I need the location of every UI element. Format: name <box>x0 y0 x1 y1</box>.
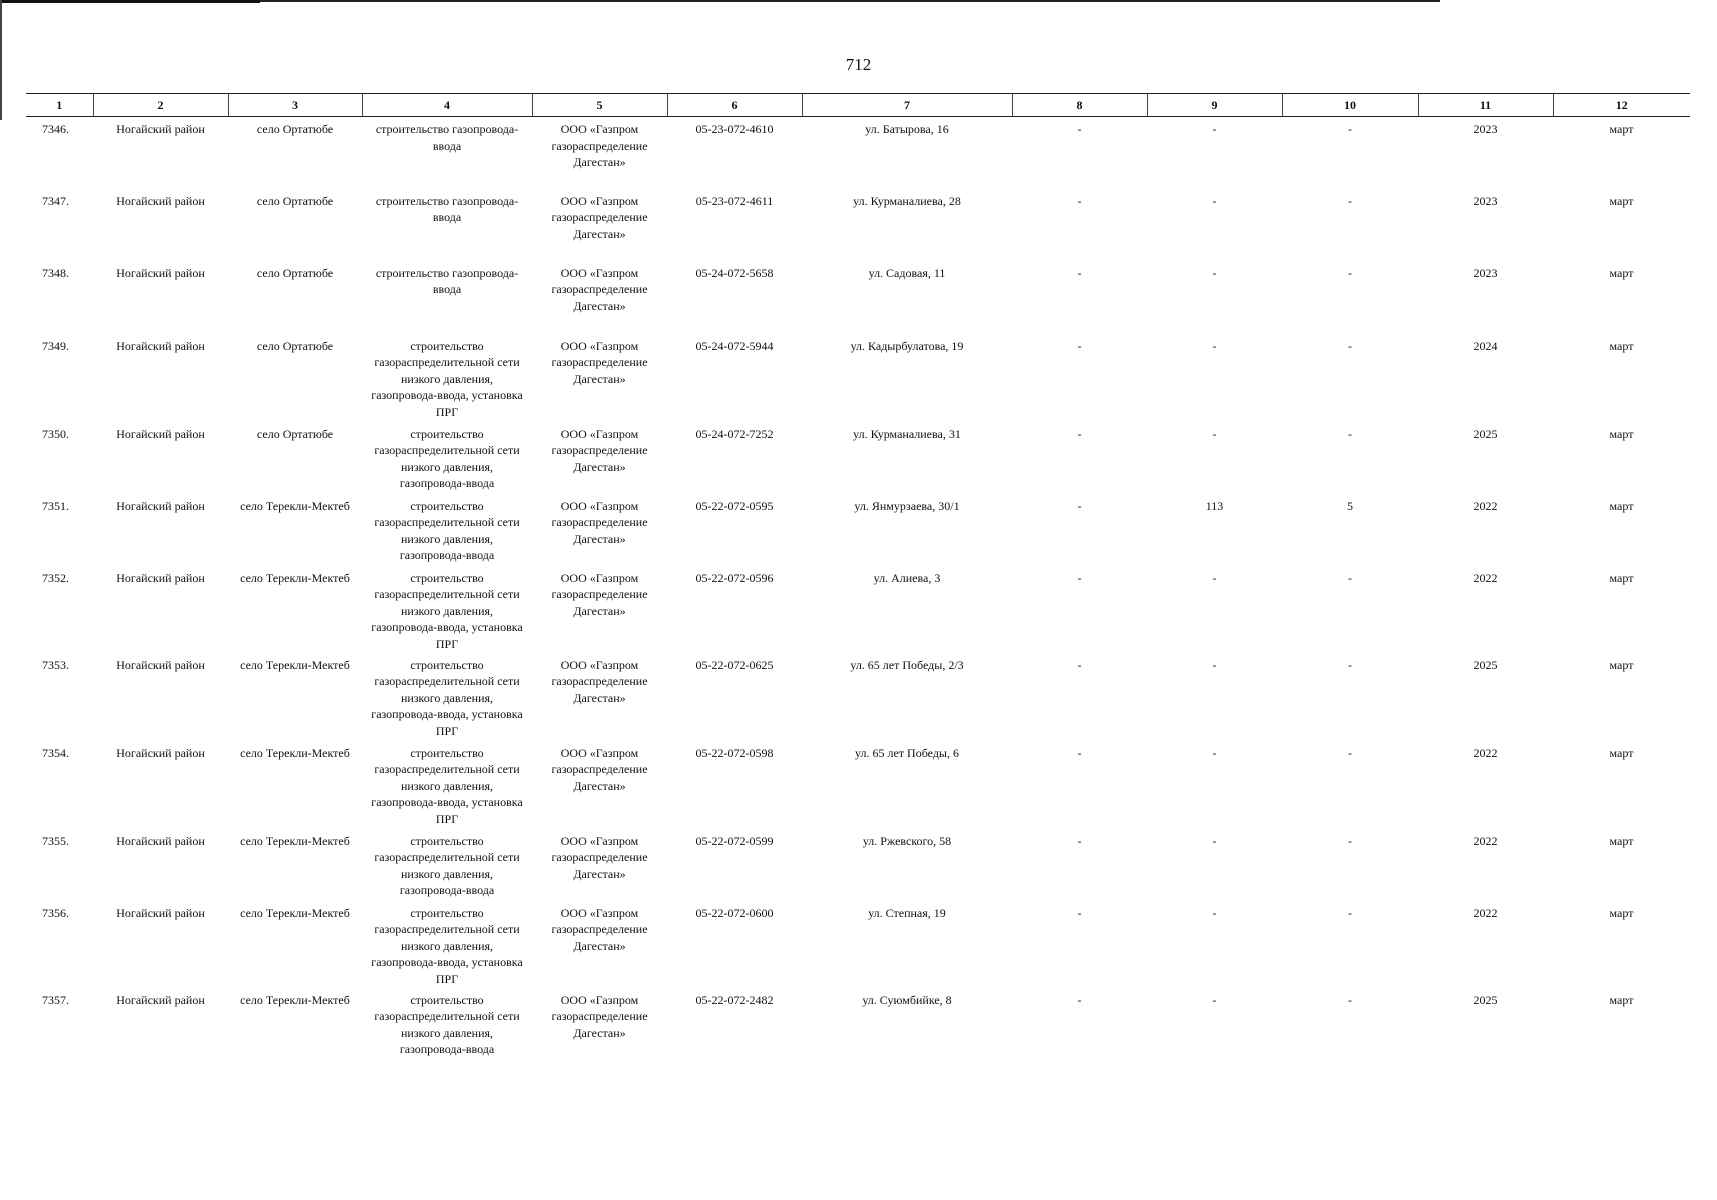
cell-col9: - <box>1212 657 1217 672</box>
cell-col10: - <box>1348 992 1352 1007</box>
cell-settlement: село Ортатюбе <box>256 338 334 353</box>
cell-settlement: село Терекли-Мектеб <box>240 905 350 920</box>
cell-col10: - <box>1348 426 1352 441</box>
table-body <box>26 117 1690 1066</box>
cell-address: ул. Курманалиева, 28 <box>853 193 961 208</box>
cell-code: 05-23-072-4610 <box>695 122 774 136</box>
cell-work-type: строительство газораспределительной сети низкого давления, газопровода-ввода, установка ПРГ <box>371 657 523 738</box>
cell-work-type: строительство газопровода-ввода <box>375 265 519 296</box>
cell-work-type: строительство газораспределительной сети низкого давления, газопровода-ввода <box>374 833 520 897</box>
cell-month: март <box>1609 992 1634 1007</box>
cell-row-number: 7353. <box>42 657 69 672</box>
cell-col10: - <box>1348 745 1352 760</box>
cell-organization: ООО «Газпром газораспределение Дагестан» <box>551 745 648 793</box>
cell-col9: - <box>1212 338 1217 353</box>
cell-address: ул. 65 лет Победы, 6 <box>855 745 959 760</box>
cell-code: 05-22-072-0599 <box>695 833 774 848</box>
cell-year: 2022 <box>1473 905 1498 920</box>
cell-year: 2025 <box>1473 992 1498 1007</box>
cell-col9: 113 <box>1205 498 1224 513</box>
cell-district: Ногайский район <box>116 992 205 1007</box>
scan-border-top-thick <box>0 0 260 3</box>
cell-code: 05-22-072-2482 <box>695 992 774 1007</box>
cell-col9: - <box>1212 265 1217 280</box>
cell-col10: - <box>1348 338 1352 353</box>
cell-district: Ногайский район <box>116 745 205 760</box>
cell-organization: ООО «Газпром газораспределение Дагестан» <box>551 833 648 881</box>
cell-code: 05-23-072-4611 <box>695 193 774 208</box>
cell-year: 2022 <box>1473 745 1498 760</box>
cell-month: март <box>1609 193 1634 208</box>
cell-settlement: село Ортатюбе <box>256 426 334 441</box>
table-row <box>26 261 1690 334</box>
cell-address: ул. 65 лет Победы, 2/3 <box>850 657 964 672</box>
cell-settlement: село Терекли-Мектеб <box>240 498 350 513</box>
cell-district: Ногайский район <box>116 122 205 136</box>
cell-month: март <box>1609 657 1634 672</box>
column-header: 12 <box>1553 94 1690 117</box>
cell-col9: - <box>1212 122 1217 136</box>
cell-col9: - <box>1212 193 1217 208</box>
cell-district: Ногайский район <box>116 265 205 280</box>
cell-year: 2025 <box>1473 657 1498 672</box>
table-row <box>26 494 1690 566</box>
cell-settlement: село Терекли-Мектеб <box>240 833 350 848</box>
cell-month: март <box>1609 745 1634 760</box>
cell-address: ул. Ржевского, 58 <box>862 833 952 848</box>
table-row <box>26 566 1690 653</box>
cell-col10: - <box>1348 657 1352 672</box>
cell-year: 2022 <box>1473 570 1498 585</box>
cell-col8: - <box>1077 193 1082 208</box>
cell-address: ул. Алиева, 3 <box>873 570 941 585</box>
cell-code: 05-24-072-5944 <box>695 338 774 353</box>
cell-col10: - <box>1348 833 1352 848</box>
cell-col8: - <box>1077 265 1082 280</box>
cell-col9: - <box>1212 426 1217 441</box>
cell-district: Ногайский район <box>116 498 205 513</box>
cell-work-type: строительство газораспределительной сети низкого давления, газопровода-ввода, установка ПРГ <box>371 338 523 419</box>
cell-col8: - <box>1077 992 1082 1007</box>
cell-work-type: строительство газопровода-ввода <box>375 122 519 153</box>
cell-settlement: село Ортатюбе <box>256 122 334 136</box>
cell-col8: - <box>1077 426 1082 441</box>
cell-address: ул. Суюмбийке, 8 <box>862 992 952 1007</box>
header-row <box>26 94 1690 117</box>
cell-settlement: село Ортатюбе <box>256 265 334 280</box>
cell-col10: - <box>1348 570 1352 585</box>
cell-address: ул. Курманалиева, 31 <box>853 426 961 441</box>
cell-month: март <box>1609 498 1634 513</box>
cell-organization: ООО «Газпром газораспределение Дагестан» <box>551 992 648 1040</box>
table-row <box>26 117 1690 189</box>
cell-row-number: 7354. <box>42 745 69 760</box>
cell-row-number: 7349. <box>42 338 69 353</box>
cell-col8: - <box>1077 122 1082 136</box>
cell-organization: ООО «Газпром газораспределение Дагестан» <box>551 498 648 546</box>
table-row <box>26 988 1690 1066</box>
cell-code: 05-22-072-0598 <box>695 745 774 760</box>
table-row <box>26 653 1690 741</box>
cell-code: 05-24-072-7252 <box>695 426 774 441</box>
cell-row-number: 7347. <box>42 193 69 208</box>
column-header: 3 <box>228 94 362 117</box>
table-row <box>26 829 1690 901</box>
cell-col9: - <box>1212 992 1217 1007</box>
cell-col9: - <box>1212 745 1217 760</box>
column-header: 11 <box>1418 94 1553 117</box>
cell-year: 2022 <box>1473 833 1498 848</box>
cell-col8: - <box>1077 905 1082 920</box>
cell-col10: - <box>1348 265 1352 280</box>
cell-row-number: 7355. <box>42 833 69 848</box>
column-header: 9 <box>1147 94 1282 117</box>
register-table <box>26 93 1690 1066</box>
cell-organization: ООО «Газпром газораспределение Дагестан» <box>551 426 648 474</box>
cell-organization: ООО «Газпром газораспределение Дагестан» <box>551 657 648 705</box>
column-header: 1 <box>26 94 93 117</box>
cell-year: 2023 <box>1473 265 1498 280</box>
column-header: 7 <box>802 94 1012 117</box>
cell-col10: - <box>1348 193 1352 208</box>
cell-code: 05-22-072-0600 <box>695 905 774 920</box>
cell-district: Ногайский район <box>116 338 205 353</box>
cell-organization: ООО «Газпром газораспределение Дагестан» <box>551 122 648 169</box>
cell-work-type: строительство газораспределительной сети низкого давления, газопровода-ввода, установка ПРГ <box>371 905 523 986</box>
cell-col9: - <box>1212 905 1217 920</box>
cell-col8: - <box>1077 657 1082 672</box>
cell-address: ул. Степная, 19 <box>868 905 946 920</box>
column-header: 10 <box>1282 94 1418 117</box>
cell-settlement: село Терекли-Мектеб <box>240 657 350 672</box>
cell-col10: - <box>1348 905 1352 920</box>
cell-code: 05-22-072-0625 <box>695 657 774 672</box>
table-row <box>26 901 1690 988</box>
cell-year: 2023 <box>1473 122 1498 136</box>
cell-year: 2022 <box>1473 498 1498 513</box>
cell-row-number: 7346. <box>42 122 69 136</box>
table-row <box>26 741 1690 829</box>
cell-settlement: село Терекли-Мектеб <box>240 745 350 760</box>
cell-district: Ногайский район <box>116 657 205 672</box>
cell-month: март <box>1609 833 1634 848</box>
cell-address: ул. Кадырбулатова, 19 <box>850 338 964 353</box>
cell-organization: ООО «Газпром газораспределение Дагестан» <box>551 338 648 386</box>
cell-col10: - <box>1348 122 1352 136</box>
cell-code: 05-24-072-5658 <box>695 265 774 280</box>
cell-col8: - <box>1077 833 1082 848</box>
cell-district: Ногайский район <box>116 570 205 585</box>
column-header: 6 <box>667 94 802 117</box>
cell-address: ул. Садовая, 11 <box>868 265 946 280</box>
cell-work-type: строительство газораспределительной сети низкого давления, газопровода-ввода <box>374 992 520 1056</box>
cell-col8: - <box>1077 498 1082 513</box>
cell-settlement: село Терекли-Мектеб <box>240 992 350 1007</box>
cell-district: Ногайский район <box>116 426 205 441</box>
cell-work-type: строительство газораспределительной сети низкого давления, газопровода-ввода <box>374 426 520 490</box>
cell-year: 2023 <box>1473 193 1498 208</box>
page-number: 712 <box>845 55 872 74</box>
cell-row-number: 7351. <box>42 498 69 513</box>
cell-code: 05-22-072-0596 <box>695 570 774 585</box>
table-row <box>26 334 1690 422</box>
cell-row-number: 7350. <box>42 426 69 441</box>
cell-address: ул. Батырова, 16 <box>865 122 949 136</box>
table-header <box>26 94 1690 117</box>
cell-work-type: строительство газораспределительной сети низкого давления, газопровода-ввода, установка ПРГ <box>371 570 523 651</box>
cell-work-type: строительство газопровода-ввода <box>375 193 519 224</box>
cell-month: март <box>1609 122 1634 136</box>
cell-col8: - <box>1077 745 1082 760</box>
cell-district: Ногайский район <box>116 905 205 920</box>
cell-col9: - <box>1212 570 1217 585</box>
cell-district: Ногайский район <box>116 833 205 848</box>
cell-work-type: строительство газораспределительной сети низкого давления, газопровода-ввода, установка ПРГ <box>371 745 523 826</box>
cell-row-number: 7356. <box>42 905 69 920</box>
column-header: 2 <box>93 94 228 117</box>
cell-year: 2025 <box>1473 426 1498 441</box>
column-header: 5 <box>532 94 667 117</box>
cell-work-type: строительство газораспределительной сети низкого давления, газопровода-ввода <box>374 498 520 562</box>
cell-row-number: 7348. <box>42 265 69 280</box>
cell-organization: ООО «Газпром газораспределение Дагестан» <box>551 905 648 953</box>
table-row <box>26 189 1690 261</box>
cell-month: март <box>1609 426 1634 441</box>
cell-month: март <box>1609 338 1634 353</box>
cell-year: 2024 <box>1473 338 1498 353</box>
cell-settlement: село Терекли-Мектеб <box>240 570 350 585</box>
cell-col8: - <box>1077 338 1082 353</box>
cell-col8: - <box>1077 570 1082 585</box>
cell-month: март <box>1609 905 1634 920</box>
cell-row-number: 7357. <box>42 992 69 1007</box>
cell-col9: - <box>1212 833 1217 848</box>
cell-address: ул. Янмурзаева, 30/1 <box>854 498 960 513</box>
cell-row-number: 7352. <box>42 570 69 585</box>
column-header: 8 <box>1012 94 1147 117</box>
cell-col10: 5 <box>1347 498 1353 513</box>
cell-month: март <box>1609 570 1634 585</box>
cell-organization: ООО «Газпром газораспределение Дагестан» <box>551 265 648 313</box>
table-row <box>26 422 1690 494</box>
cell-month: март <box>1609 265 1634 280</box>
cell-organization: ООО «Газпром газораспределение Дагестан» <box>551 193 648 241</box>
cell-settlement: село Ортатюбе <box>256 193 334 208</box>
cell-organization: ООО «Газпром газораспределение Дагестан» <box>551 570 648 618</box>
cell-code: 05-22-072-0595 <box>695 498 774 513</box>
column-header: 4 <box>362 94 532 117</box>
cell-district: Ногайский район <box>116 193 205 208</box>
